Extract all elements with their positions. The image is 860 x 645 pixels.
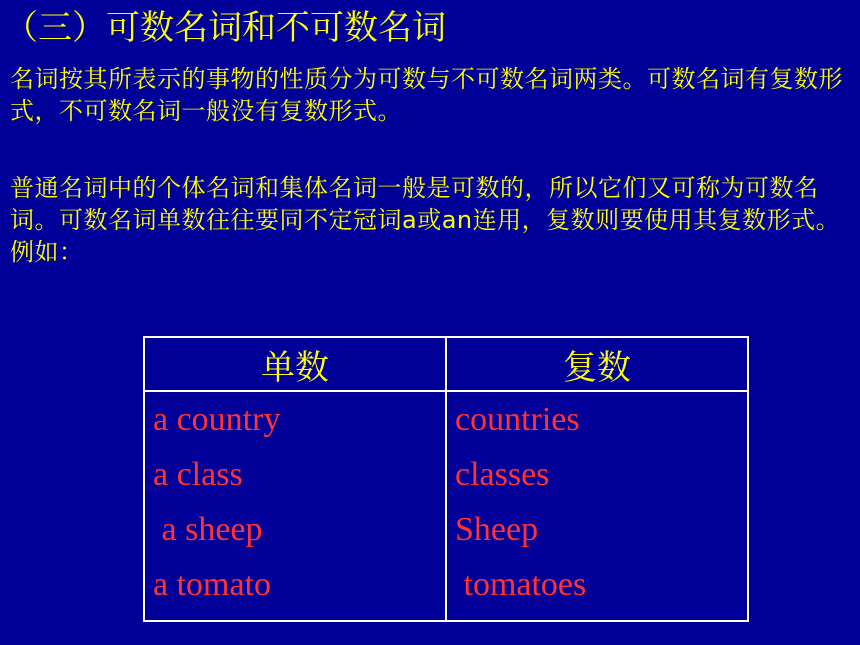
header-singular: 单数 bbox=[144, 337, 446, 391]
slide-title: （三）可数名词和不可数名词 bbox=[4, 8, 446, 48]
singular-word: a tomato bbox=[153, 566, 272, 603]
singular-plural-table bbox=[143, 336, 749, 622]
table-row bbox=[144, 391, 748, 621]
plural-column bbox=[446, 391, 748, 621]
singular-column bbox=[144, 391, 446, 621]
plural-word: tomatoes bbox=[455, 566, 587, 603]
plural-word: countries bbox=[455, 401, 580, 438]
singular-word: a class bbox=[153, 456, 243, 493]
paragraph-countable-usage: 普通名词中的个体名词和集体名词一般是可数的，所以它们又可称为可数名词。可数名词单数往往要同不定冠词a或an连用，复数则要使用其复数形式。例如： bbox=[10, 174, 841, 266]
singular-word: a country bbox=[153, 401, 281, 438]
plural-word: Sheep bbox=[455, 511, 539, 548]
paragraph-countable-definition: 名词按其所表示的事物的性质分为可数与不可数名词两类。可数名词有复数形式，不可数名词一般没有复数形式。 bbox=[10, 65, 843, 125]
table-header-row bbox=[144, 337, 748, 391]
singular-word: a sheep bbox=[153, 511, 263, 548]
plural-word: classes bbox=[455, 456, 550, 493]
header-plural: 复数 bbox=[446, 337, 748, 391]
